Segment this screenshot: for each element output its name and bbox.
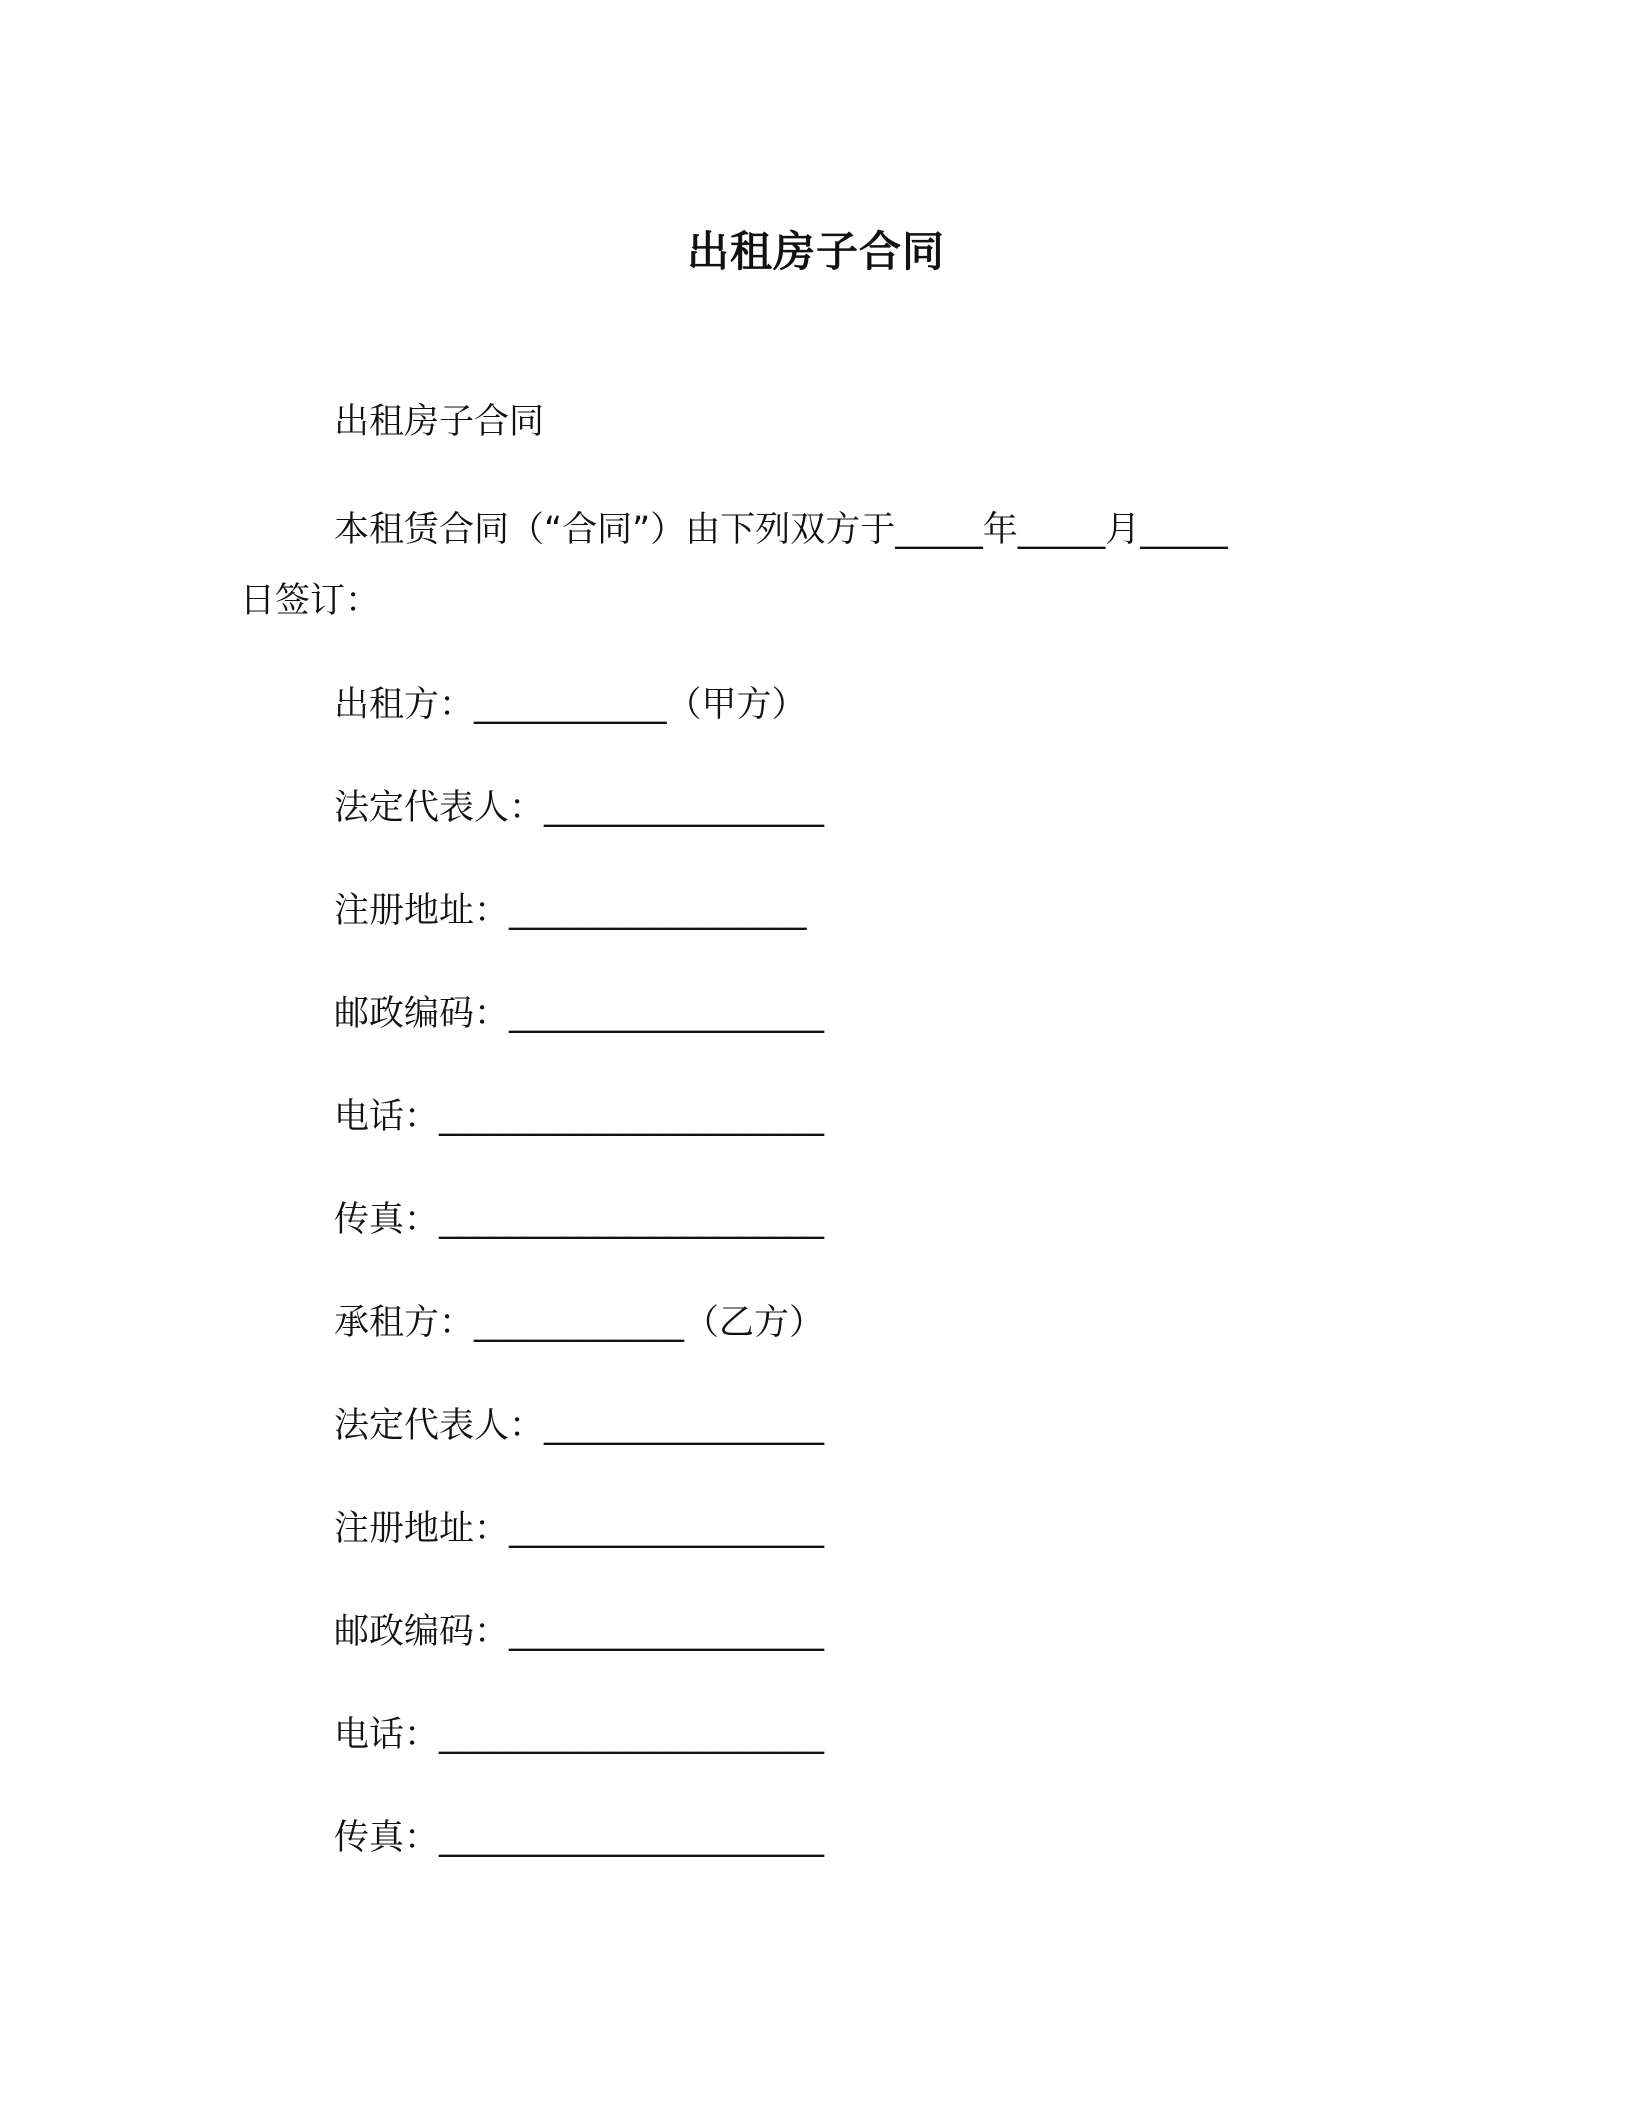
party-b-postal-code-field: 邮政编码：__________________ <box>334 1612 825 1652</box>
party-b-lessee-field: 承租方：____________（乙方） <box>334 1303 825 1343</box>
party-a-fax-field: 传真：______________________ <box>334 1200 825 1240</box>
intro-line-2: 日签订： <box>240 581 381 621</box>
party-b-legal-rep-field: 法定代表人：________________ <box>334 1406 825 1446</box>
party-a-phone-field: 电话：______________________ <box>334 1097 825 1137</box>
party-a-address-field: 注册地址：_________________ <box>334 891 807 931</box>
party-b-phone-field: 电话：______________________ <box>334 1715 825 1755</box>
party-a-postal-code-field: 邮政编码：__________________ <box>334 994 825 1034</box>
document-title: 出租房子合同 <box>686 227 945 276</box>
document-subtitle: 出租房子合同 <box>334 402 545 442</box>
party-a-lessor-field: 出租方：___________（甲方） <box>334 685 807 725</box>
intro-line-1: 本租赁合同（“合同”）由下列双方于_____年_____月_____ <box>334 510 1228 550</box>
party-b-address-field: 注册地址：__________________ <box>334 1509 825 1549</box>
party-a-legal-rep-field: 法定代表人：________________ <box>334 788 825 828</box>
party-b-fax-field: 传真：______________________ <box>334 1818 825 1858</box>
